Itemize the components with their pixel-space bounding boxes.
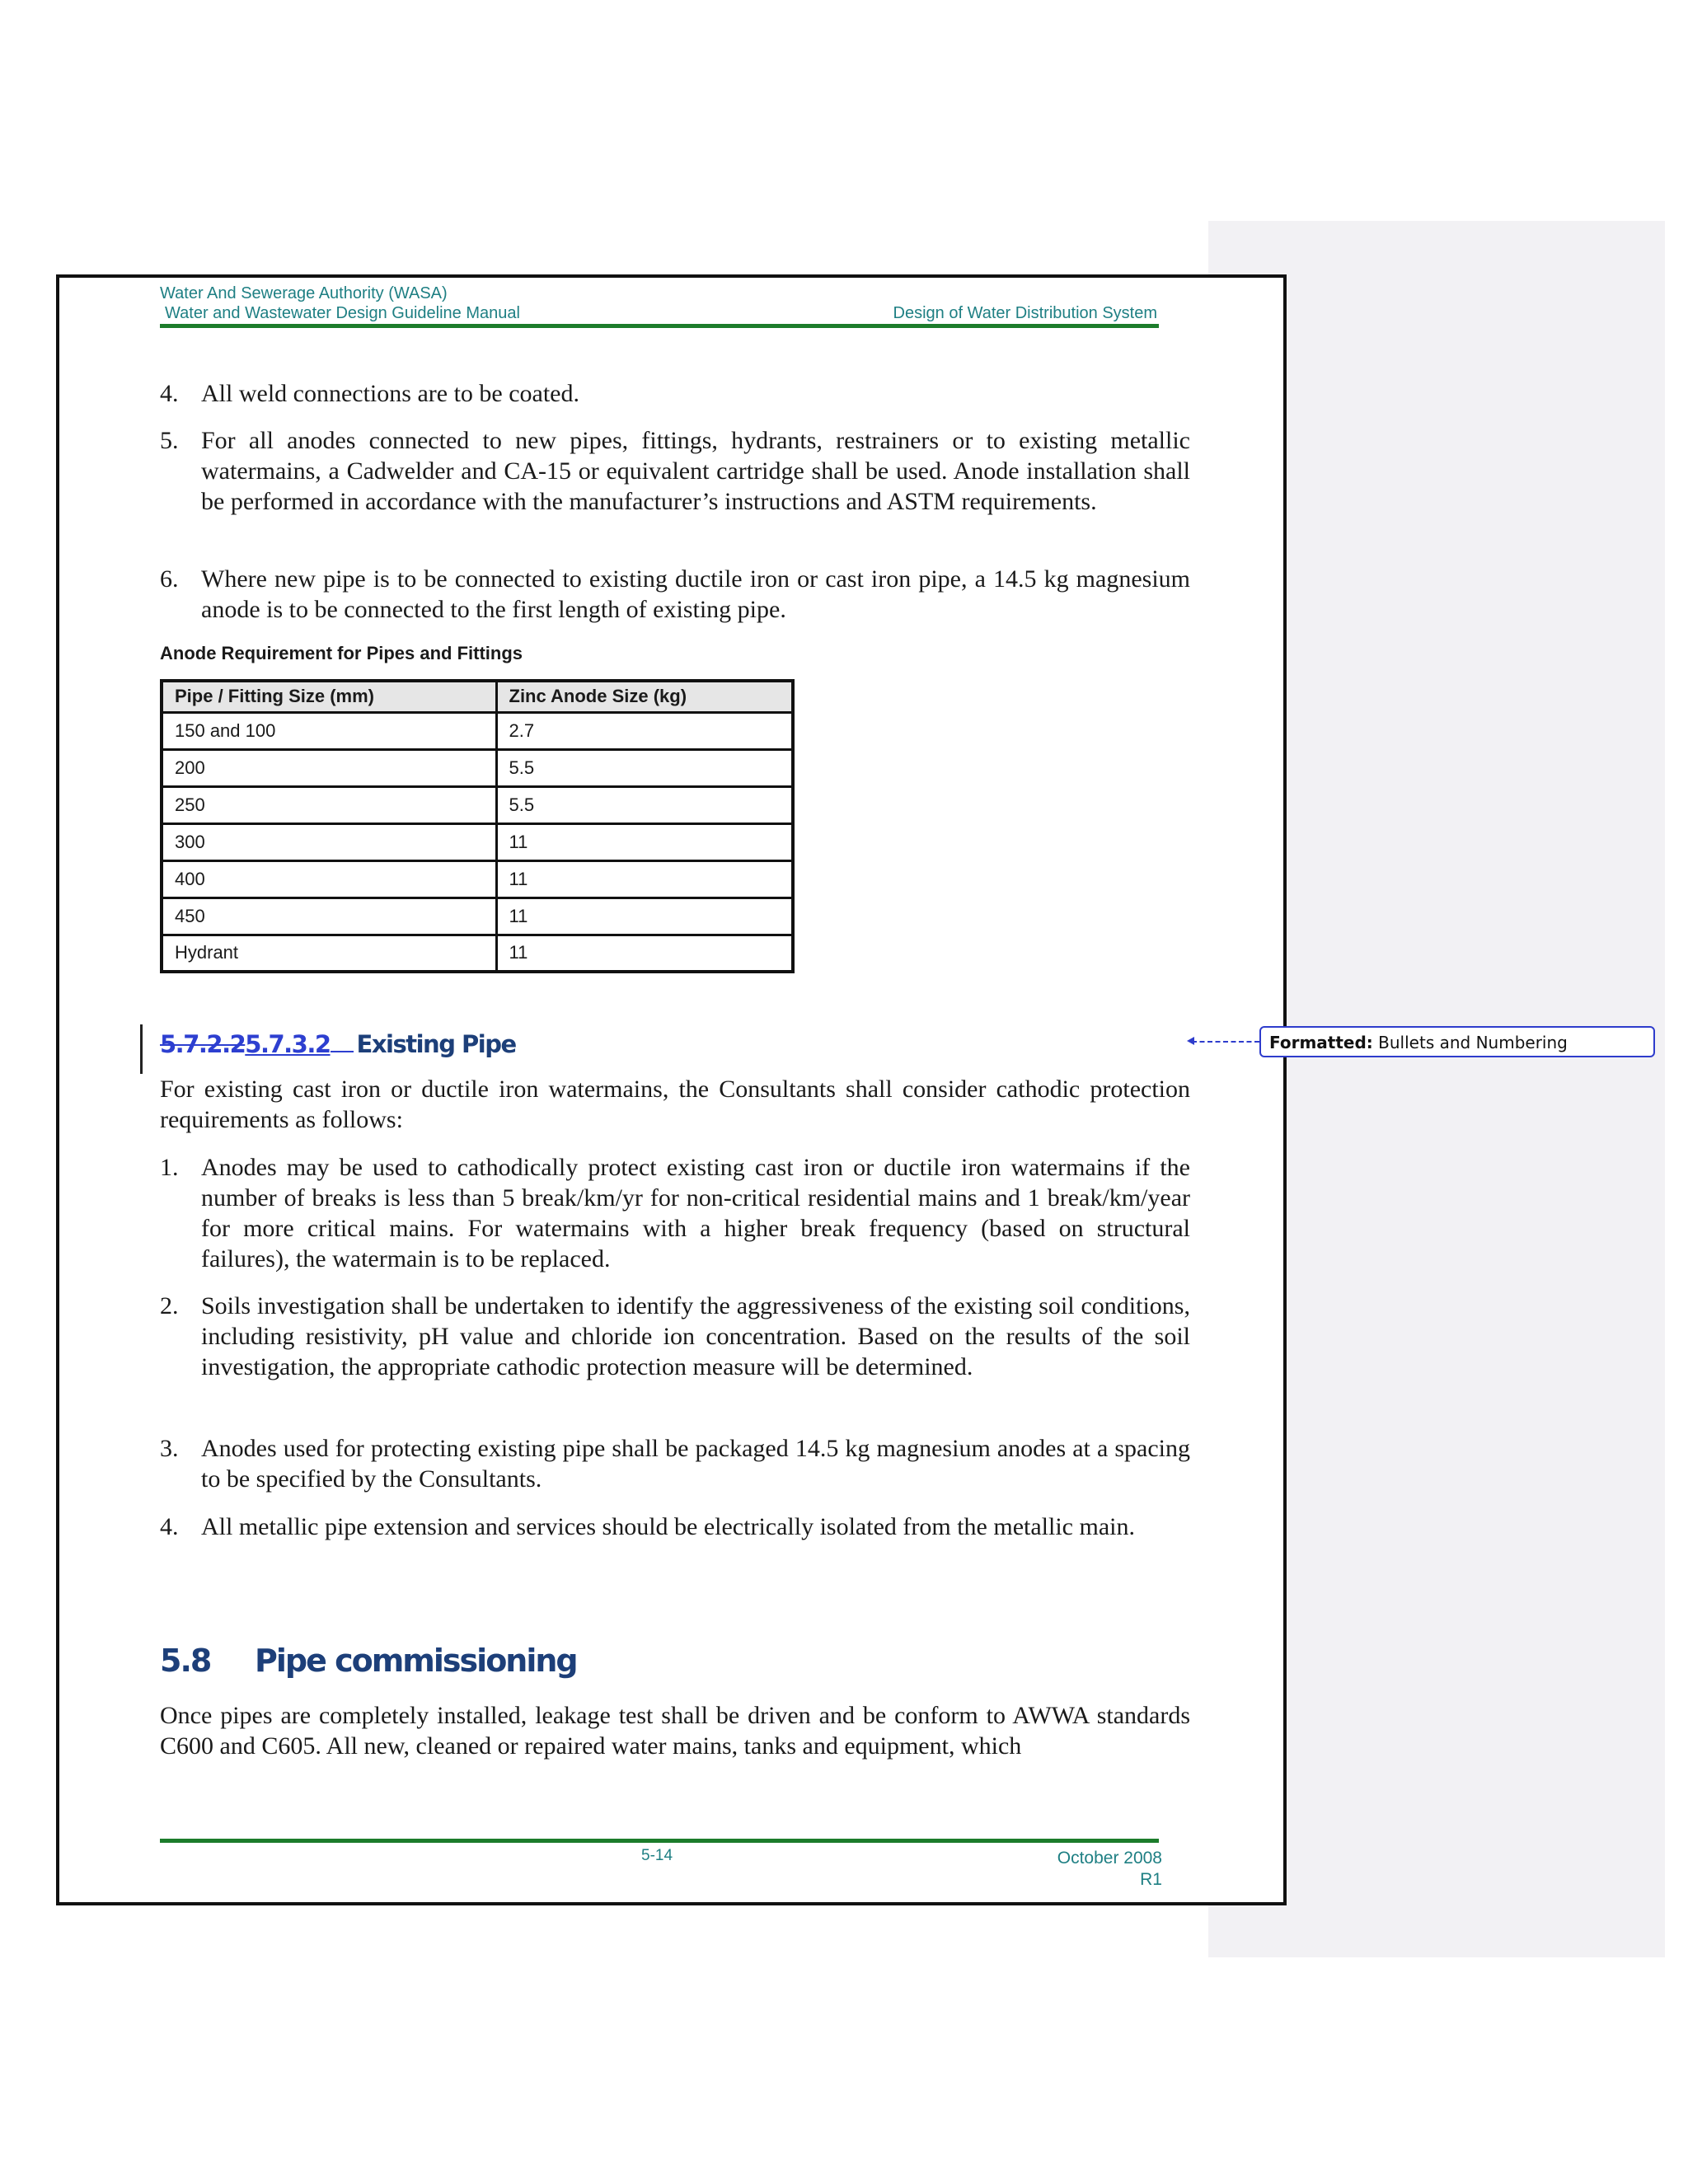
list-text: All metallic pipe extension and services should be electrically isolated from the metallic main. xyxy=(201,1513,1135,1540)
page-number: 5-14 xyxy=(641,1847,673,1864)
table-row xyxy=(162,749,793,786)
table-cell: Hydrant xyxy=(162,935,496,972)
comment-text: Bullets and Numbering xyxy=(1378,1033,1568,1052)
section-title: Pipe commissioning xyxy=(255,1643,577,1679)
list-number: 3. xyxy=(160,1435,179,1462)
list-number: 1. xyxy=(160,1154,179,1181)
footer-rule xyxy=(160,1839,1159,1843)
table-cell: 400 xyxy=(162,860,496,898)
comment-label: Formatted: xyxy=(1269,1033,1373,1052)
list-item xyxy=(160,1291,1190,1382)
header-chapter: Design of Water Distribution System xyxy=(893,304,1157,322)
formatting-comment-balloon[interactable] xyxy=(1259,1026,1655,1057)
list-item xyxy=(160,564,1190,625)
column-header: Zinc Anode Size (kg) xyxy=(496,681,793,712)
table-caption: Anode Requirement for Pipes and Fittings xyxy=(160,643,523,663)
table-cell: 250 xyxy=(162,786,496,823)
section-heading-existing-pipe[interactable] xyxy=(160,1030,516,1058)
arrow-left-icon xyxy=(1187,1037,1194,1045)
table-row xyxy=(162,898,793,935)
footer-date: October 2008 xyxy=(1057,1849,1162,1868)
section-intro: For existing cast iron or ductile iron watermains, the Consultants shall consider cathodic protection requirements as follows: xyxy=(160,1076,1190,1133)
table-cell: 11 xyxy=(496,935,793,972)
table-row xyxy=(162,712,793,749)
table-cell: 300 xyxy=(162,823,496,860)
list-item xyxy=(160,378,1190,409)
table-cell: 200 xyxy=(162,749,496,786)
table-cell: 5.5 xyxy=(496,786,793,823)
inserted-section-number: 5.7.3.2 xyxy=(245,1030,331,1058)
table-cell: 450 xyxy=(162,898,496,935)
anode-table xyxy=(160,679,795,973)
header-rule xyxy=(160,324,1159,328)
comment-connector xyxy=(1192,1041,1259,1043)
list-number: 4. xyxy=(160,1513,179,1540)
table-header-row xyxy=(162,681,793,712)
footer-revision: R1 xyxy=(1140,1870,1162,1889)
table-cell: 11 xyxy=(496,898,793,935)
list-text: Anodes used for protecting existing pipe shall be packaged 14.5 kg magnesium anodes at a spacing to be specified by the Consultants. xyxy=(201,1435,1190,1493)
list-number: 2. xyxy=(160,1292,179,1319)
list-item xyxy=(160,1511,1190,1542)
table-cell: 5.5 xyxy=(496,749,793,786)
list-number: 5. xyxy=(160,427,179,454)
list-number: 6. xyxy=(160,565,179,593)
deleted-section-number: 5.7.2.2 xyxy=(160,1030,246,1058)
section-number: 5.8 xyxy=(160,1643,211,1679)
table-cell: 2.7 xyxy=(496,712,793,749)
table-row xyxy=(162,935,793,972)
column-header: Pipe / Fitting Size (mm) xyxy=(162,681,496,712)
header-org: Water And Sewerage Authority (WASA) xyxy=(160,284,448,302)
list-item xyxy=(160,425,1190,517)
table-cell: 150 and 100 xyxy=(162,712,496,749)
list-item xyxy=(160,1152,1190,1274)
header-manual: Water and Wastewater Design Guideline Manual xyxy=(165,304,520,322)
section-title: Existing Pipe xyxy=(356,1030,516,1058)
list-text: For all anodes connected to new pipes, fittings, hydrants, restrainers or to existing metallic watermains, a Cadwelder and CA-15 or equivalent cartridge shall be used. Anode installation shall be performed in accordance with the manufacturer’s instructions and ASTM requirements. xyxy=(201,427,1190,515)
table-cell: 11 xyxy=(496,860,793,898)
table-cell: 11 xyxy=(496,823,793,860)
table-row xyxy=(162,786,793,823)
list-number: 4. xyxy=(160,380,179,407)
list-text: All weld connections are to be coated. xyxy=(201,380,579,407)
table-row xyxy=(162,860,793,898)
inserted-tab xyxy=(331,1034,354,1052)
list-text: Where new pipe is to be connected to existing ductile iron or cast iron pipe, a 14.5 kg magnesium anode is to be connected to the first length of existing pipe. xyxy=(201,565,1190,623)
change-bar xyxy=(140,1024,143,1074)
list-text: Soils investigation shall be undertaken to identify the aggressiveness of the existing soil conditions, including resistivity, pH value and chloride ion concentration. Based on the results of the soil investigation, the appropriate cathodic protection measure will be determined. xyxy=(201,1292,1190,1380)
list-item xyxy=(160,1433,1190,1494)
table-row xyxy=(162,823,793,860)
commissioning-paragraph: Once pipes are completely installed, leakage test shall be driven and be conform to AWWA standards C600 and C605. All new, cleaned or repaired water mains, tanks and equipment, which xyxy=(160,1702,1190,1760)
list-text: Anodes may be used to cathodically protect existing cast iron or ductile iron watermains if the number of breaks is less than 5 break/km/yr for non-critical residential mains and 1 break/km/year for more critical mains. For watermains with a higher break frequency (based on structural failures), the watermain is to be replaced. xyxy=(201,1154,1190,1272)
